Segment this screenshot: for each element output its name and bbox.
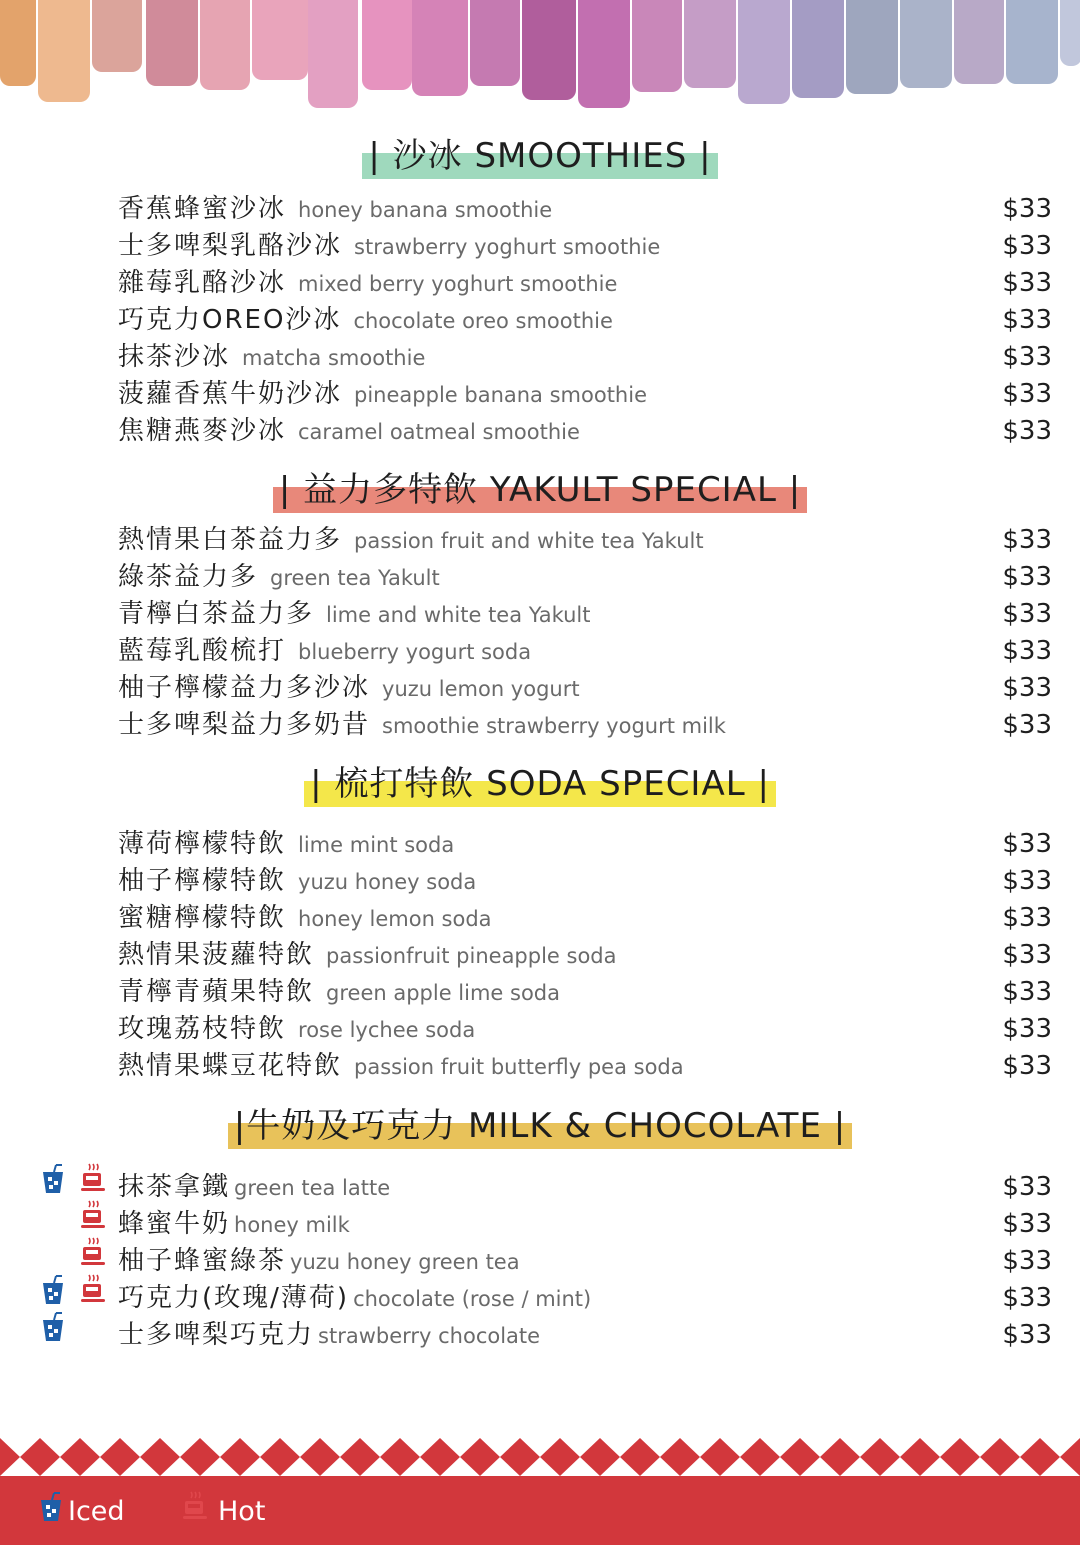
menu-item — [118, 262, 1052, 298]
item-name-zh: 抹茶沙冰 — [118, 342, 231, 372]
heading-text: |牛奶及巧克力 MILK & CHOCOLATE | — [233, 1106, 847, 1146]
menu-item — [118, 593, 1052, 629]
legend-hot-label: Hot — [218, 1496, 266, 1527]
item-name-en: green apple lime soda — [326, 981, 561, 1005]
item-price: $33 — [1002, 268, 1052, 298]
item-price: $33 — [1002, 525, 1052, 555]
color-bar — [792, 0, 844, 98]
item-price: $33 — [1002, 379, 1052, 409]
menu-item — [118, 188, 1052, 224]
item-name-en: yuzu lemon yogurt — [382, 677, 580, 701]
item-name-zh: 玫瑰荔枝特飲 — [118, 1014, 287, 1044]
diamond — [540, 1438, 580, 1476]
color-bar — [308, 0, 358, 108]
item-price: $33 — [1002, 231, 1052, 261]
item-name-en: honey milk — [234, 1213, 350, 1237]
diamond — [740, 1438, 780, 1476]
color-bar — [1006, 0, 1058, 84]
item-name-zh: 熱情果蝶豆花特飲 — [118, 1051, 343, 1081]
item-name-zh: 士多啤梨乳酪沙冰 — [118, 231, 343, 261]
diamond — [20, 1438, 60, 1476]
menu-item — [118, 1045, 1052, 1081]
diamond — [300, 1438, 340, 1476]
diamond — [460, 1438, 500, 1476]
item-price: $33 — [1002, 903, 1052, 933]
heading-text: | 梳打特飲 SODA SPECIAL | — [310, 764, 770, 804]
color-bar — [954, 0, 1004, 84]
item-name-zh: 熱情果白茶益力多 — [118, 525, 343, 555]
item-name-en: honey lemon soda — [298, 907, 492, 931]
color-bar — [1060, 0, 1080, 66]
item-price: $33 — [1002, 1283, 1052, 1313]
menu-item — [118, 704, 1052, 740]
legend-footer — [0, 1476, 1080, 1545]
diamond — [180, 1438, 220, 1476]
diamond — [220, 1438, 260, 1476]
legend-iced-label: Iced — [68, 1496, 125, 1527]
item-name-zh: 青檸白茶益力多 — [118, 599, 315, 629]
item-price: $33 — [1002, 1014, 1052, 1044]
menu-item — [118, 299, 1052, 335]
item-name-en: pineapple banana smoothie — [354, 383, 647, 407]
section-heading-yakult — [0, 462, 1080, 511]
color-bar — [470, 0, 520, 86]
diamond — [860, 1438, 900, 1476]
iced-cup-icon — [40, 1312, 66, 1342]
diamond — [140, 1438, 180, 1476]
item-name-zh: 雜莓乳酪沙冰 — [118, 268, 287, 298]
item-name-en: chocolate oreo smoothie — [353, 309, 613, 333]
diamond — [940, 1438, 980, 1476]
item-price: $33 — [1002, 940, 1052, 970]
item-price: $33 — [1002, 1209, 1052, 1239]
section-heading-smoothies — [0, 128, 1080, 177]
menu-item — [118, 556, 1052, 592]
item-price: $33 — [1002, 342, 1052, 372]
iced-cup-icon — [40, 1164, 66, 1194]
diamond — [0, 1438, 20, 1476]
diamond — [380, 1438, 420, 1476]
menu-item — [118, 1277, 1052, 1313]
color-bar — [38, 0, 90, 102]
item-price: $33 — [1002, 562, 1052, 592]
item-name-en: strawberry chocolate — [318, 1324, 541, 1348]
item-price: $33 — [1002, 1246, 1052, 1276]
menu-item — [118, 860, 1052, 896]
diamond — [820, 1438, 860, 1476]
menu-item — [118, 1203, 1052, 1239]
color-bar — [362, 0, 412, 90]
color-bar — [200, 0, 250, 90]
item-name-zh: 柚子蜂蜜綠茶 — [118, 1246, 287, 1276]
menu-item — [118, 373, 1052, 409]
hot-cup-icon — [182, 1491, 208, 1521]
item-name-en: green tea Yakult — [270, 566, 440, 590]
hot-cup-icon — [80, 1237, 106, 1267]
item-price: $33 — [1002, 416, 1052, 446]
diamond — [620, 1438, 660, 1476]
item-name-zh: 士多啤梨益力多奶昔 — [118, 710, 371, 740]
item-name-en: passion fruit butterfly pea soda — [354, 1055, 684, 1079]
menu-item — [118, 225, 1052, 261]
item-price: $33 — [1002, 1172, 1052, 1202]
item-price: $33 — [1002, 1051, 1052, 1081]
item-name-zh: 綠茶益力多 — [118, 562, 259, 592]
diamond — [500, 1438, 540, 1476]
section-heading-milk-chocolate — [0, 1098, 1080, 1147]
menu-item — [118, 823, 1052, 859]
diamond — [660, 1438, 700, 1476]
color-bar — [738, 0, 790, 104]
menu-item — [118, 971, 1052, 1007]
item-name-zh: 青檸青蘋果特飲 — [118, 977, 315, 1007]
color-bar — [0, 0, 36, 86]
diamond — [980, 1438, 1020, 1476]
menu-item — [118, 934, 1052, 970]
item-name-en: lime mint soda — [298, 833, 455, 857]
item-name-en: caramel oatmeal smoothie — [298, 420, 580, 444]
item-name-en: passion fruit and white tea Yakult — [354, 529, 704, 553]
item-name-zh: 巧克力(玫瑰/薄荷) — [118, 1283, 350, 1313]
diamond — [260, 1438, 300, 1476]
item-name-zh: 蜂蜜牛奶 — [118, 1209, 231, 1239]
item-name-en: strawberry yoghurt smoothie — [354, 235, 661, 259]
color-bar — [632, 0, 682, 92]
item-name-en: lime and white tea Yakult — [326, 603, 591, 627]
item-name-en: matcha smoothie — [242, 346, 426, 370]
color-bar — [146, 0, 198, 86]
hot-cup-icon — [80, 1163, 106, 1193]
item-price: $33 — [1002, 305, 1052, 335]
color-bar — [252, 0, 308, 80]
item-price: $33 — [1002, 1320, 1052, 1350]
diamond — [420, 1438, 460, 1476]
item-name-en: green tea latte — [234, 1176, 391, 1200]
item-name-en: blueberry yogurt soda — [298, 640, 532, 664]
item-name-en: chocolate (rose / mint) — [353, 1287, 592, 1311]
color-bar — [684, 0, 736, 88]
item-name-zh: 香蕉蜂蜜沙冰 — [118, 194, 287, 224]
menu-item — [118, 1166, 1052, 1202]
diamond-border — [0, 1438, 1080, 1476]
item-name-en: honey banana smoothie — [298, 198, 553, 222]
diamond — [700, 1438, 740, 1476]
diamond — [340, 1438, 380, 1476]
color-bar — [522, 0, 576, 100]
menu-item — [118, 410, 1052, 446]
item-name-zh: 士多啤梨巧克力 — [118, 1320, 315, 1350]
item-name-zh: 薄荷檸檬特飲 — [118, 829, 287, 859]
top-color-bars — [0, 0, 1080, 110]
item-name-en: yuzu honey soda — [298, 870, 477, 894]
item-name-zh: 熱情果菠蘿特飲 — [118, 940, 315, 970]
item-name-zh: 柚子檸檬特飲 — [118, 866, 287, 896]
item-name-en: mixed berry yoghurt smoothie — [298, 272, 618, 296]
item-name-zh: 抹茶拿鐵 — [118, 1172, 231, 1202]
item-price: $33 — [1002, 194, 1052, 224]
item-price: $33 — [1002, 599, 1052, 629]
item-name-zh: 菠蘿香蕉牛奶沙冰 — [118, 379, 343, 409]
item-name-en: smoothie strawberry yogurt milk — [382, 714, 726, 738]
diamond — [100, 1438, 140, 1476]
diamond — [580, 1438, 620, 1476]
menu-item — [118, 897, 1052, 933]
menu-item — [118, 1240, 1052, 1276]
diamond — [60, 1438, 100, 1476]
item-name-zh: 蜜糖檸檬特飲 — [118, 903, 287, 933]
item-price: $33 — [1002, 673, 1052, 703]
diamond — [1060, 1438, 1080, 1476]
hot-cup-icon — [80, 1274, 106, 1304]
item-name-en: rose lychee soda — [298, 1018, 476, 1042]
color-bar — [578, 0, 630, 108]
menu-item — [118, 667, 1052, 703]
color-bar — [900, 0, 952, 88]
hot-cup-icon — [80, 1200, 106, 1230]
item-price: $33 — [1002, 866, 1052, 896]
menu-item — [118, 336, 1052, 372]
menu-item — [118, 519, 1052, 555]
menu-item — [118, 630, 1052, 666]
iced-cup-icon — [40, 1275, 66, 1305]
item-name-zh: 柚子檸檬益力多沙冰 — [118, 673, 371, 703]
color-bar — [846, 0, 898, 94]
item-price: $33 — [1002, 710, 1052, 740]
heading-text: | 益力多特飲 YAKULT SPECIAL | — [278, 470, 802, 510]
item-name-en: passionfruit pineapple soda — [326, 944, 617, 968]
item-price: $33 — [1002, 636, 1052, 666]
item-name-en: yuzu honey green tea — [290, 1250, 520, 1274]
heading-text: | 沙冰 SMOOTHIES | — [368, 136, 712, 176]
item-name-zh: 藍莓乳酸梳打 — [118, 636, 287, 666]
section-heading-soda — [0, 756, 1080, 805]
item-name-zh: 巧克力OREO沙冰 — [118, 305, 342, 335]
item-price: $33 — [1002, 829, 1052, 859]
diamond — [900, 1438, 940, 1476]
item-price: $33 — [1002, 977, 1052, 1007]
item-name-zh: 焦糖燕麥沙冰 — [118, 416, 287, 446]
diamond — [1020, 1438, 1060, 1476]
diamond — [780, 1438, 820, 1476]
color-bar — [92, 0, 142, 72]
menu-item — [118, 1314, 1052, 1350]
color-bar — [412, 0, 468, 96]
iced-cup-icon — [38, 1492, 64, 1522]
menu-item — [118, 1008, 1052, 1044]
